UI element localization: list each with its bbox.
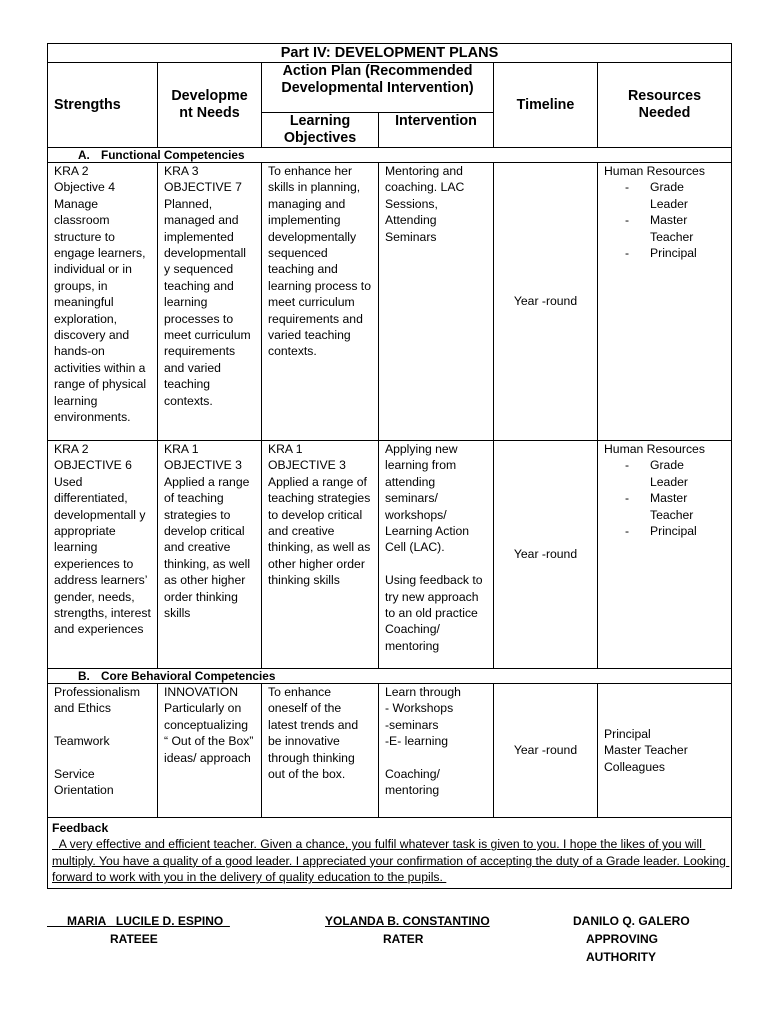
signature-approving-authority bbox=[573, 912, 690, 966]
cell-timeline: Year -round bbox=[494, 684, 598, 818]
resources-heading: Human Resources bbox=[604, 164, 705, 178]
cell-strengths: Professionalism and Ethics Teamwork Service Orientation bbox=[48, 684, 158, 818]
cell-development-needs: INNOVATION Particularly on conceptualizing “ Out of the Box” ideas/ approach bbox=[158, 684, 262, 818]
form-title: Part IV: DEVELOPMENT PLANS bbox=[48, 44, 732, 63]
section-letter: B. bbox=[78, 669, 90, 683]
header-intervention: Intervention bbox=[379, 113, 494, 148]
section-label: Functional Competencies bbox=[101, 148, 245, 162]
list-item: - Principal bbox=[625, 246, 697, 261]
cell-learning-objectives: To enhance her skills in planning, managing and implementing developmentally sequenced teaching and learning process to meet curriculum requirements and varied teaching contexts. bbox=[262, 163, 379, 441]
list-item: - Master Teacher bbox=[625, 491, 694, 522]
header-learning-objectives: Learning Objectives bbox=[262, 113, 379, 148]
feedback-label: Feedback bbox=[52, 821, 109, 835]
header-timeline: Timeline bbox=[494, 63, 598, 148]
cell-intervention: Mentoring and coaching. LAC Sessions, Attending Seminars bbox=[379, 163, 494, 441]
header-strengths: Strengths bbox=[48, 63, 158, 148]
header-development-needs: Developme nt Needs bbox=[158, 63, 262, 148]
rater-name: YOLANDA B. CONSTANTINO bbox=[325, 914, 490, 928]
list-item: - Principal bbox=[625, 524, 697, 539]
development-plans-table bbox=[47, 43, 732, 889]
signature-rateee bbox=[47, 912, 230, 948]
signature-rater bbox=[325, 912, 490, 948]
cell-strengths: KRA 2 Objective 4 Manage classroom structure to engage learners, individual or in groups, in meaningful exploration, discovery and hands-on activities within a range of physical learning environments. bbox=[48, 163, 158, 441]
section-functional-competencies bbox=[48, 148, 732, 163]
resources-heading: Human Resources bbox=[604, 442, 705, 456]
cell-timeline: Year -round bbox=[494, 441, 598, 669]
development-plans-form bbox=[47, 43, 731, 889]
header-action-plan: Action Plan (Recommended Developmental Intervention) bbox=[262, 63, 494, 113]
cell-development-needs: KRA 1 OBJECTIVE 3 Applied a range of teaching strategies to develop critical and creative thinking, as well as other higher order thinking skills bbox=[158, 441, 262, 669]
list-item: - Grade Leader bbox=[625, 458, 688, 489]
section-letter: A. bbox=[78, 148, 90, 162]
rater-role: RATER bbox=[383, 932, 424, 946]
cell-intervention: Applying new learning from attending seminars/ workshops/ Learning Action Cell (LAC). Using feedback to try new approach to an old practice Coaching/ mentoring bbox=[379, 441, 494, 669]
approver-role-line1: APPROVING bbox=[586, 932, 659, 946]
list-item: - Grade Leader bbox=[625, 180, 688, 211]
cell-resources: Principal Master Teacher Colleagues bbox=[598, 684, 732, 818]
header-resources-needed: Resources Needed bbox=[598, 63, 732, 148]
cell-learning-objectives: To enhance oneself of the latest trends and be innovative through thinking out of the box. bbox=[262, 684, 379, 818]
feedback-text: A very effective and efficient teacher. Given a chance, you fulfil whatever task is given to you. I hope the likes of you will multiply. You have a quality of a good leader. I appreciated your confirmation of accepting the duty of a Grade leader. Looking forward to work with you in the delivery of quality education to the pupils. bbox=[52, 837, 730, 885]
list-item: - Master Teacher bbox=[625, 213, 694, 244]
cell-intervention: Learn through - Workshops -seminars -E- learning Coaching/ mentoring bbox=[379, 684, 494, 818]
cell-timeline: Year -round bbox=[494, 163, 598, 441]
table-row bbox=[48, 441, 732, 669]
approver-role-line2: AUTHORITY bbox=[586, 950, 656, 964]
rateee-role: RATEEE bbox=[110, 932, 158, 946]
section-core-behavioral-competencies bbox=[48, 669, 732, 684]
cell-strengths: KRA 2 OBJECTIVE 6 Used differentiated, developmentall y appropriate learning experiences to address learners’ gender, needs, strengths, interest and experiences bbox=[48, 441, 158, 669]
resources-list bbox=[604, 457, 725, 539]
cell-resources bbox=[598, 163, 732, 441]
cell-development-needs: KRA 3 OBJECTIVE 7 Planned, managed and implemented developmentall y sequenced teaching and learning processes to meet curriculum requirements and varied teaching contexts. bbox=[158, 163, 262, 441]
cell-learning-objectives: KRA 1 OBJECTIVE 3 Applied a range of teaching strategies to develop critical and creative thinking, as well as other higher order thinking skills bbox=[262, 441, 379, 669]
resources-list bbox=[604, 179, 725, 261]
section-label: Core Behavioral Competencies bbox=[101, 669, 276, 683]
feedback-section bbox=[48, 818, 732, 889]
cell-resources bbox=[598, 441, 732, 669]
approver-name: DANILO Q. GALERO bbox=[573, 914, 690, 928]
table-row bbox=[48, 163, 732, 441]
table-row bbox=[48, 684, 732, 818]
rateee-name: MARIA LUCILE D. ESPINO bbox=[47, 914, 230, 928]
